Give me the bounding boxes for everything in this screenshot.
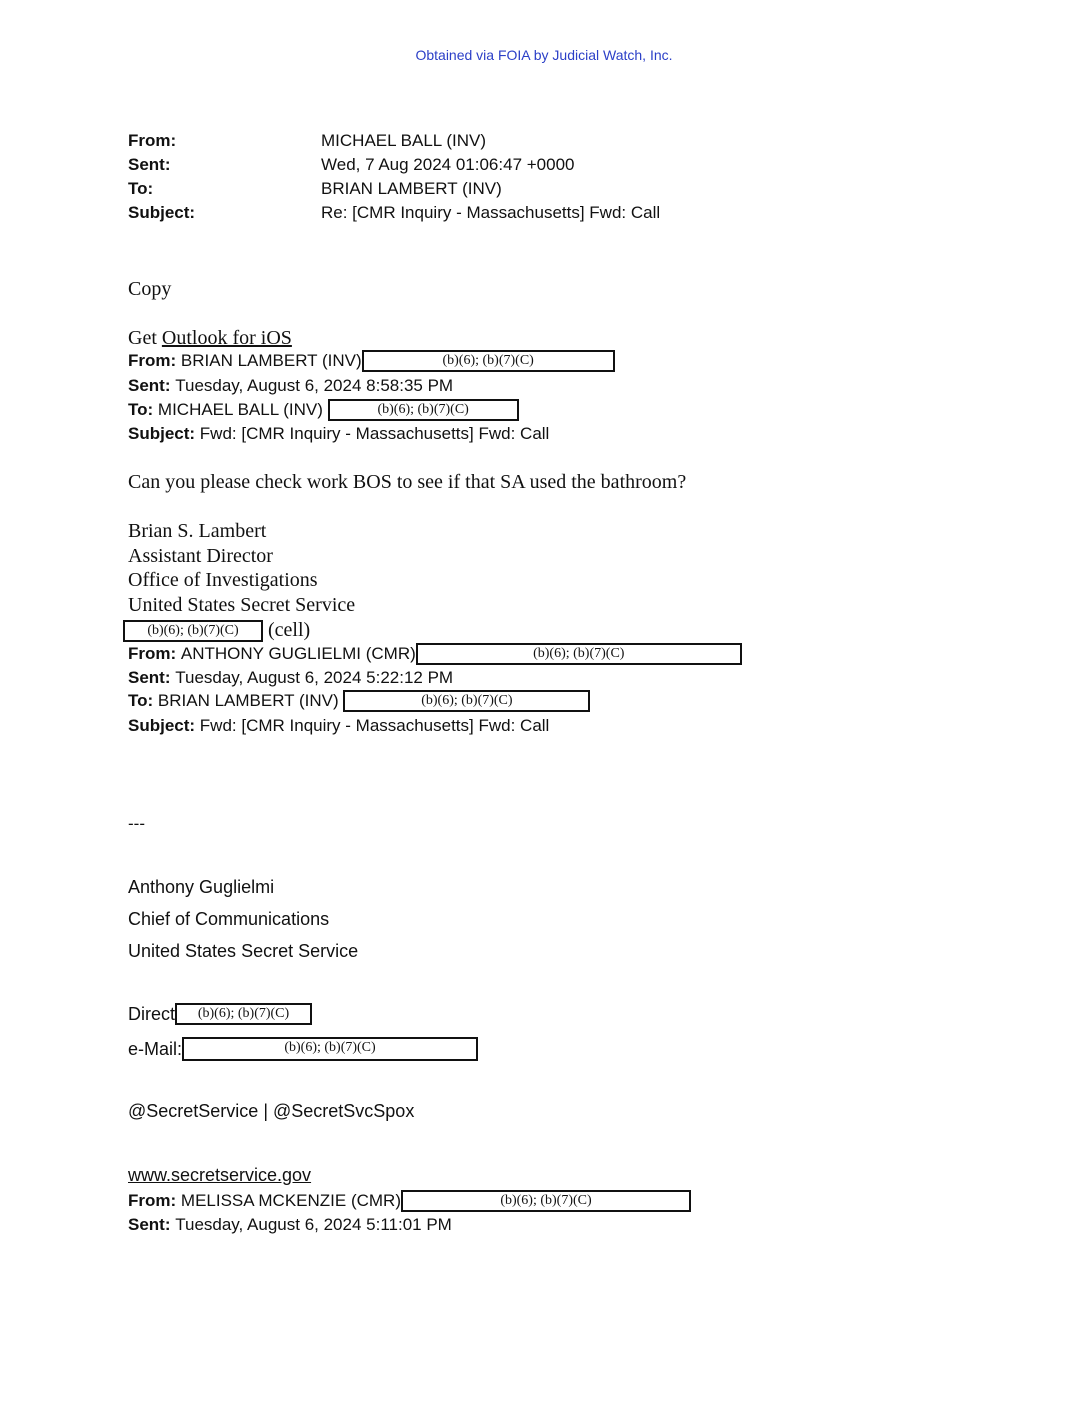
msg1-from-line bbox=[128, 350, 615, 372]
redaction-box: (b)(6); (b)(7)(C) bbox=[182, 1037, 478, 1061]
msg1-body-text: Can you please check work BOS to see if that SA used the bathroom? bbox=[128, 471, 687, 493]
sig1-office: Office of Investigations bbox=[128, 569, 318, 591]
header-sent-label: Sent: bbox=[128, 155, 171, 174]
msg3-from-line bbox=[128, 1190, 691, 1212]
msg1-subject-line bbox=[128, 424, 549, 444]
redaction-box: (b)(6); (b)(7)(C) bbox=[343, 690, 590, 712]
redaction-box: (b)(6); (b)(7)(C) bbox=[416, 643, 742, 665]
foia-watermark: Obtained via FOIA by Judicial Watch, Inc. bbox=[415, 47, 673, 63]
sig2-title: Chief of Communications bbox=[128, 909, 330, 929]
msg2-from-label: From: bbox=[128, 644, 177, 663]
direct-label: Direct bbox=[128, 1003, 176, 1024]
get-outlook-line bbox=[128, 327, 292, 350]
redaction-box: (b)(6); (b)(7)(C) bbox=[175, 1003, 312, 1025]
msg1-subject-value: Fwd: [CMR Inquiry - Massachusetts] Fwd: Call bbox=[199, 424, 550, 443]
website-link[interactable]: www.secretservice.gov bbox=[128, 1165, 312, 1185]
msg3-from-label: From: bbox=[128, 1191, 177, 1210]
header-subject-value: Re: [CMR Inquiry - Massachusetts] Fwd: Call bbox=[321, 203, 661, 222]
msg2-to-line bbox=[128, 690, 590, 712]
outlook-for-ios-link[interactable]: Outlook for iOS bbox=[161, 327, 292, 349]
redaction-box: (b)(6); (b)(7)(C) bbox=[401, 1190, 691, 1212]
direct-line bbox=[128, 1003, 312, 1025]
sig2-name: Anthony Guglielmi bbox=[128, 877, 275, 897]
msg1-sent-label: Sent: bbox=[128, 376, 171, 395]
msg3-sent-value: Tuesday, August 6, 2024 5:11:01 PM bbox=[175, 1215, 452, 1234]
header-sent-value: Wed, 7 Aug 2024 01:06:47 +0000 bbox=[321, 155, 575, 174]
social-handles: @SecretService | @SecretSvcSpox bbox=[128, 1101, 415, 1121]
header-from-label: From: bbox=[128, 131, 177, 150]
copy-text: Copy bbox=[128, 278, 172, 300]
sig2-agency: United States Secret Service bbox=[128, 941, 359, 961]
redaction-box: (b)(6); (b)(7)(C) bbox=[362, 350, 615, 372]
separator-dashes: --- bbox=[128, 814, 145, 833]
msg3-sent-label: Sent: bbox=[128, 1215, 171, 1234]
sig1-title: Assistant Director bbox=[128, 545, 273, 567]
msg2-sent-label: Sent: bbox=[128, 668, 171, 687]
msg2-from-line bbox=[128, 643, 742, 665]
msg3-from-value: MELISSA MCKENZIE (CMR) bbox=[180, 1191, 401, 1210]
cell-suffix: (cell) bbox=[268, 619, 311, 641]
msg2-subject-line bbox=[128, 716, 549, 736]
msg2-from-value: ANTHONY GUGLIELMI (CMR) bbox=[180, 644, 416, 663]
email-line bbox=[128, 1037, 478, 1061]
sig1-agency: United States Secret Service bbox=[128, 594, 356, 616]
msg2-sent-value: Tuesday, August 6, 2024 5:22:12 PM bbox=[175, 668, 454, 687]
msg1-from-value: BRIAN LAMBERT (INV) bbox=[180, 351, 362, 370]
get-prefix: Get bbox=[128, 327, 162, 349]
header-subject-label: Subject: bbox=[128, 203, 196, 222]
msg1-subject-label: Subject: bbox=[128, 424, 196, 443]
msg2-subject-label: Subject: bbox=[128, 716, 196, 735]
msg1-to-label: To: bbox=[128, 400, 154, 419]
msg2-to-value: BRIAN LAMBERT (INV) bbox=[157, 691, 339, 710]
msg2-to-label: To: bbox=[128, 691, 154, 710]
msg1-sent-line bbox=[128, 376, 453, 396]
msg1-sent-value: Tuesday, August 6, 2024 8:58:35 PM bbox=[175, 376, 454, 395]
header-from-value: MICHAEL BALL (INV) bbox=[321, 131, 487, 150]
msg3-sent-line bbox=[128, 1215, 452, 1235]
sig1-cell-line bbox=[123, 619, 310, 642]
header-to-value: BRIAN LAMBERT (INV) bbox=[321, 179, 502, 198]
msg1-to-value: MICHAEL BALL (INV) bbox=[157, 400, 323, 419]
msg2-sent-line bbox=[128, 668, 453, 688]
redaction-box: (b)(6); (b)(7)(C) bbox=[123, 620, 263, 642]
sig1-name: Brian S. Lambert bbox=[128, 520, 267, 542]
redaction-box: (b)(6); (b)(7)(C) bbox=[328, 399, 519, 421]
email-label: e-Mail: bbox=[128, 1038, 183, 1059]
msg2-subject-value: Fwd: [CMR Inquiry - Massachusetts] Fwd: Call bbox=[199, 716, 550, 735]
msg1-to-line bbox=[128, 399, 519, 421]
msg1-from-label: From: bbox=[128, 351, 177, 370]
header-to-label: To: bbox=[128, 179, 154, 198]
